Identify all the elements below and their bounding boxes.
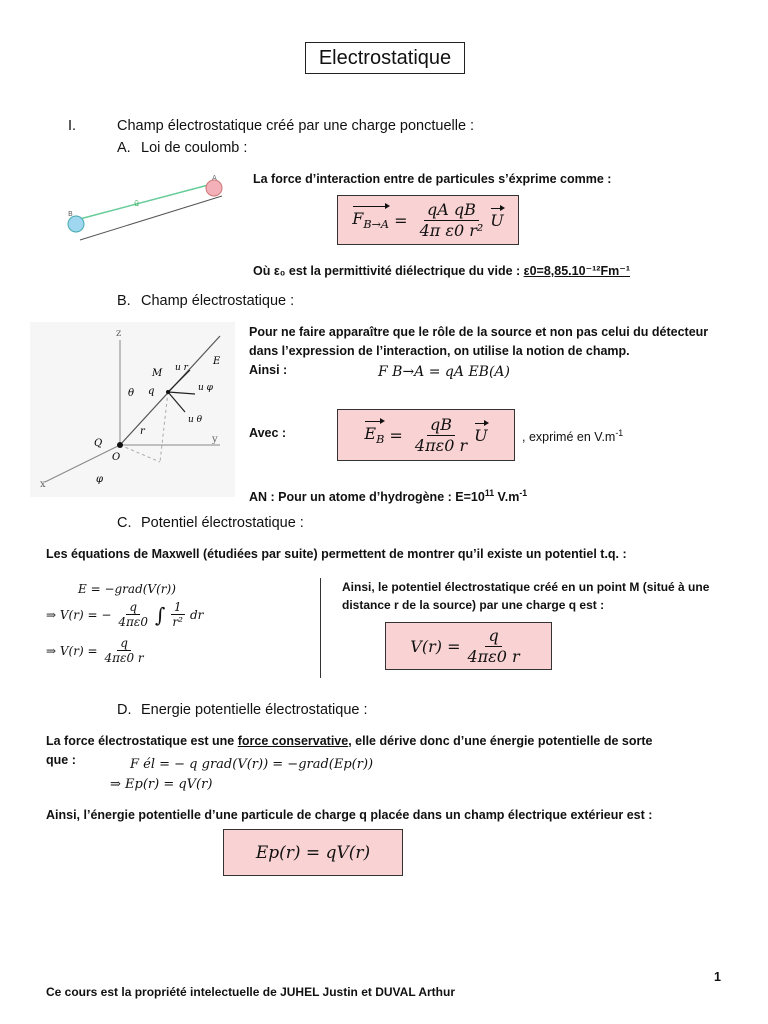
projection-line bbox=[160, 392, 168, 462]
label-x: x bbox=[40, 479, 46, 490]
potential-eq1: E = −grad(V(r)) bbox=[78, 582, 176, 596]
distance-line bbox=[80, 196, 222, 240]
utheta-arrow bbox=[168, 392, 185, 412]
copyright-footer: Ce cours est la propriété intelectuelle de JUHEL Justin et DUVAL Arthur bbox=[46, 985, 455, 999]
energy-text1: La force électrostatique est une force conservative, elle dérive donc d’une énergie potentielle de sorte bbox=[46, 734, 653, 748]
label-phi: φ bbox=[96, 474, 104, 485]
x-axis bbox=[45, 445, 120, 482]
permittivity-value: ε0=8,85.10⁻¹²Fm⁻¹ bbox=[523, 264, 630, 278]
field-formula-box: $E_B$ = $\frac{qB}{4\pi\varepsilon 0 r}$ U bbox=[337, 409, 515, 461]
coulomb-intro: La force d’interaction entre de particules s’éxprime comme : bbox=[253, 172, 612, 186]
label-qb: B bbox=[68, 210, 73, 218]
ur-arrow bbox=[168, 370, 190, 392]
subsection-b-title: Champ électrostatique : bbox=[141, 293, 295, 309]
label-theta: θ bbox=[128, 388, 135, 399]
potential-eq2: ⇒ V(r) = − $\frac{q}{4\pi\varepsilon 0}$ ∫ $\frac{1}{\text{r²}}$ dr bbox=[46, 600, 204, 630]
subsection-c-title: Potentiel électrostatique : bbox=[141, 515, 304, 531]
unit-vector-u: U bbox=[474, 425, 488, 445]
section-title: Champ électrostatique créé par une charge ponctuelle : bbox=[117, 118, 475, 134]
field-force-formula: F B→A = qA EB(A) bbox=[378, 364, 510, 380]
force-vector: $F_{B\to A}$ bbox=[352, 208, 390, 232]
energy-eq1: F él = − q grad(V(r)) = −grad(Ep(r)) bbox=[130, 757, 374, 772]
ainsi-label: Ainsi : bbox=[249, 363, 288, 377]
label-utheta: u θ bbox=[188, 415, 203, 425]
subsection-c-letter: C. bbox=[117, 515, 132, 531]
subsection-a-letter: A. bbox=[117, 140, 131, 156]
charge-a bbox=[206, 180, 222, 196]
potential-eq3: ⇒ V(r) = $\frac{q}{4\pi\varepsilon 0 r}$ bbox=[46, 636, 144, 666]
label-y: y bbox=[212, 434, 218, 445]
label-q: q bbox=[148, 386, 155, 397]
subsection-d-letter: D. bbox=[117, 702, 132, 718]
coulomb-formula-box: $F_{B\to A}$ = $\frac{\text{qA qB}}{\text{4π ε0 r²}}$ U bbox=[337, 195, 519, 245]
label-e: E bbox=[213, 356, 221, 367]
subsection-b-letter: B. bbox=[117, 293, 131, 309]
subsection-a-title: Loi de coulomb : bbox=[141, 140, 248, 156]
label-m: M bbox=[152, 368, 163, 379]
field-fraction: $\frac{qB}{4\pi\varepsilon 0 r}$ bbox=[414, 415, 468, 455]
label-ur: u r bbox=[175, 363, 188, 373]
coulomb-fraction: $\frac{\text{qA qB}}{\text{4π ε0 r²}}$ bbox=[419, 200, 484, 240]
conservative-force-link: force conservative bbox=[237, 734, 349, 748]
energy-text2: Ainsi, l’énergie potentielle d’une particule de charge q placée dans un champ électrique extérieur est : bbox=[46, 808, 653, 822]
label-qa: A bbox=[212, 174, 217, 182]
coulomb-diagram bbox=[62, 168, 232, 248]
potential-intro: Les équations de Maxwell (étudiées par suite) permettent de montrer qu’il existe un potentiel t.q. : bbox=[46, 547, 627, 561]
label-o: O bbox=[112, 452, 121, 463]
label-r: r bbox=[140, 426, 145, 437]
potential-formula-box: V(r) = $\frac{q}{4\pi\varepsilon 0 r}$ bbox=[385, 622, 552, 670]
que-label: que : bbox=[46, 753, 76, 767]
field-vector: $E_B$ bbox=[364, 423, 385, 447]
label-z: z bbox=[116, 328, 122, 339]
section-number: I. bbox=[68, 118, 77, 134]
page-number: 1 bbox=[714, 970, 721, 984]
avec-label: Avec : bbox=[249, 426, 287, 440]
point-m bbox=[166, 390, 170, 394]
page-title: Electrostatique bbox=[305, 42, 465, 74]
champ-explanation: Pour ne faire apparaître que le rôle de la source et non pas celui du détecteur dans l’expression de l’interaction, on utilise la notion de champ. bbox=[249, 325, 709, 358]
field-unit: , exprimé en $V.m^{-1}$ bbox=[522, 428, 624, 445]
potential-explanation: Ainsi, le potentiel électrostatique créé en un point M (situé à une distance r de la source) par une charge q est : bbox=[342, 580, 710, 612]
permittivity-line: Où ε₀ est la permittivité diélectrique du vide : ε0=8,85.10⁻¹²Fm⁻¹ bbox=[253, 264, 630, 278]
charge-b bbox=[68, 216, 84, 232]
subsection-d-title: Energie potentielle électrostatique : bbox=[141, 702, 368, 718]
spherical-coordinates-diagram bbox=[30, 322, 235, 497]
interaction-line bbox=[76, 184, 212, 220]
energy-eq2: ⇒ Ep(r) = qV(r) bbox=[110, 777, 213, 792]
label-uphi: u φ bbox=[198, 383, 213, 393]
unit-vector-u: U bbox=[490, 210, 504, 230]
column-divider bbox=[320, 578, 321, 678]
projection-base bbox=[120, 445, 160, 462]
origin-point bbox=[117, 442, 123, 448]
hydrogen-application: AN : Pour un atome d’hydrogène : $E=10^{11}$ $V.m^{-1}$ bbox=[249, 488, 528, 505]
label-u: ū bbox=[134, 199, 140, 208]
uphi-arrow bbox=[168, 392, 195, 394]
label-capital-q: Q bbox=[94, 438, 103, 449]
energy-formula-box: Ep(r) = qV(r) bbox=[223, 829, 403, 876]
